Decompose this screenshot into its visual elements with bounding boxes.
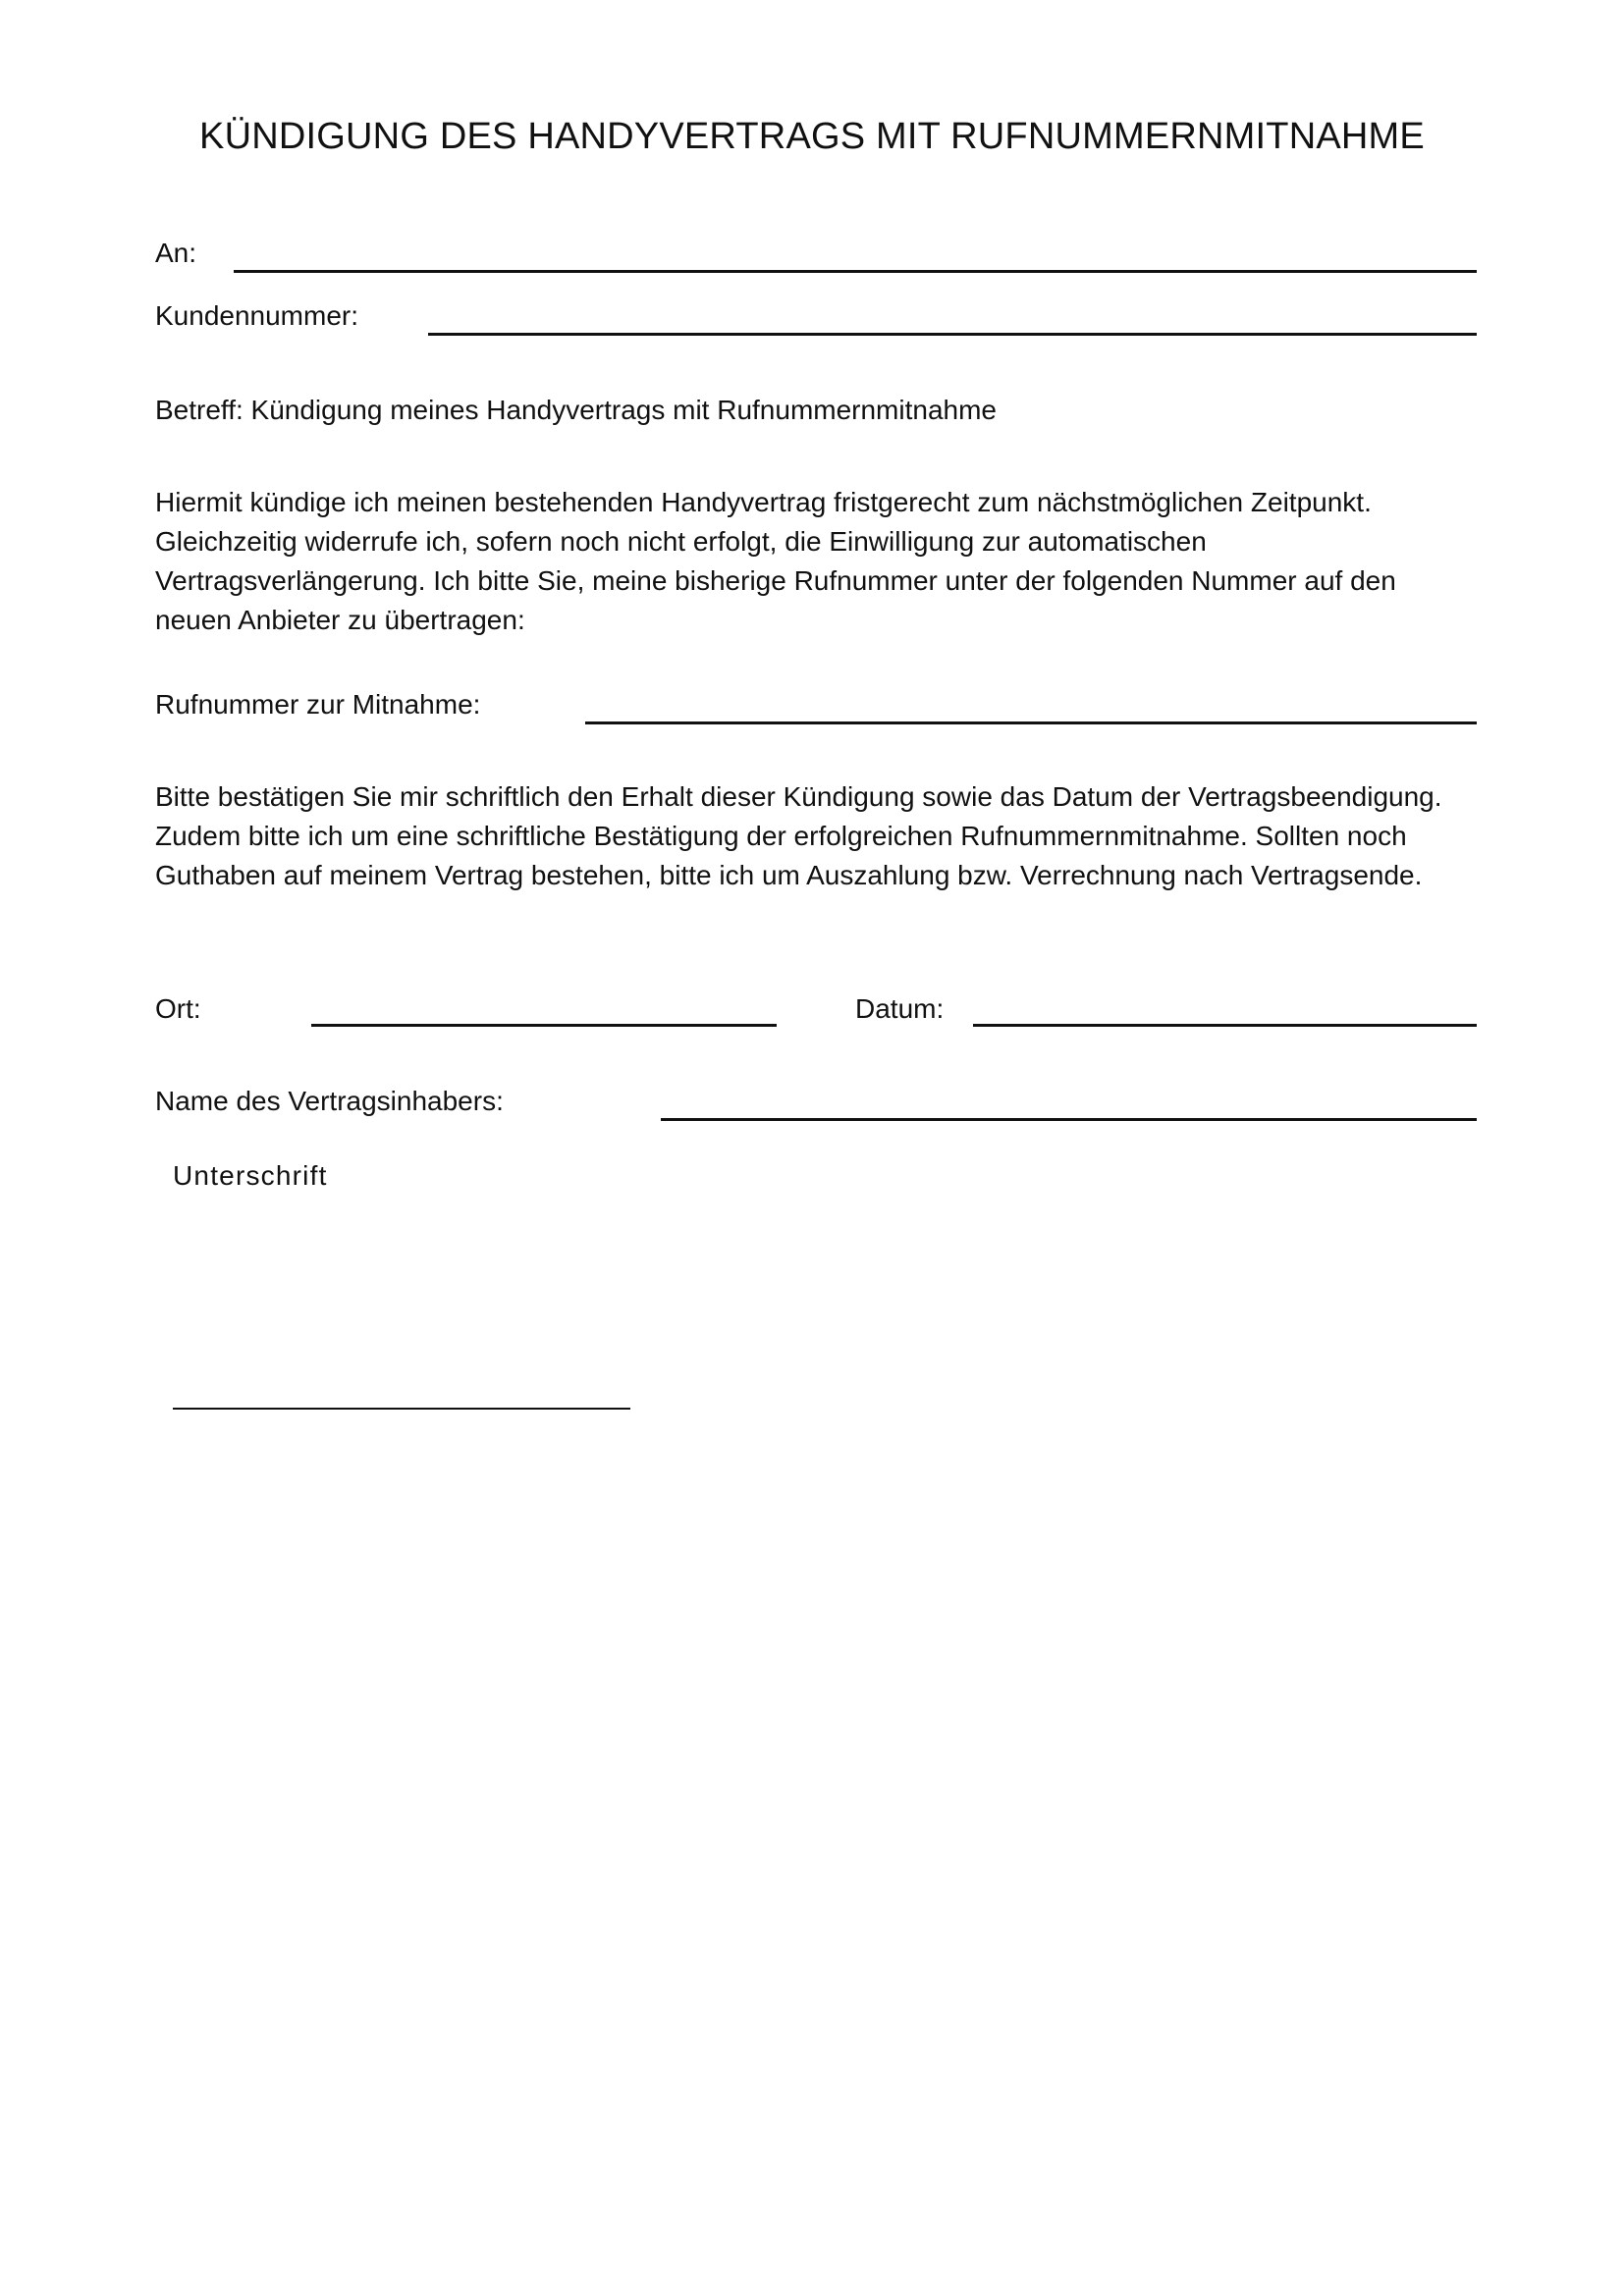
date-field-line[interactable] xyxy=(973,1024,1477,1027)
phone-number-label: Rufnummer zur Mitnahme: xyxy=(155,689,481,720)
paragraph-2-line: Bitte bestätigen Sie mir schriftlich den Erhalt dieser Kündigung sowie das Datum der Vertragsbeendigung. xyxy=(155,781,1442,812)
paragraph-1-line: neuen Anbieter zu übertragen: xyxy=(155,605,525,635)
paragraph-1-line: Hiermit kündige ich meinen bestehenden Handyvertrag fristgerecht zum nächstmöglichen Zeitpunkt. xyxy=(155,487,1372,517)
paragraph-1-line: Gleichzeitig widerrufe ich, sofern noch nicht erfolgt, die Einwilligung zur automatischen xyxy=(155,526,1207,557)
paragraph-2-line: Guthaben auf meinem Vertrag bestehen, bitte ich um Auszahlung bzw. Verrechnung nach Vertragsende. xyxy=(155,860,1423,890)
customer-number-label: Kundennummer: xyxy=(155,300,359,331)
phone-number-field-line[interactable] xyxy=(585,721,1477,724)
subject-line: Betreff: Kündigung meines Handyvertrags mit Rufnummernmitnahme xyxy=(155,395,997,425)
paragraph-2-line: Zudem bitte ich um eine schriftliche Bestätigung der erfolgreichen Rufnummernmitnahme. Sollten noch xyxy=(155,821,1407,851)
place-field-line[interactable] xyxy=(311,1024,777,1027)
to-label: An: xyxy=(155,238,197,268)
document-title: KÜNDIGUNG DES HANDYVERTRAGS MIT RUFNUMMERNMITNAHME xyxy=(199,116,1425,157)
customer-number-field-line[interactable] xyxy=(428,333,1477,336)
holder-name-field-line[interactable] xyxy=(661,1118,1477,1121)
date-label: Datum: xyxy=(855,993,945,1024)
to-field-line[interactable] xyxy=(234,270,1477,273)
signature-label: Unterschrift xyxy=(173,1160,328,1191)
body-paragraph-2 xyxy=(155,777,1442,895)
holder-name-label: Name des Vertragsinhabers: xyxy=(155,1086,504,1116)
paragraph-1-line: Vertragsverlängerung. Ich bitte Sie, meine bisherige Rufnummer unter der folgenden Nummer auf den xyxy=(155,565,1396,596)
body-paragraph-1 xyxy=(155,483,1396,640)
place-label: Ort: xyxy=(155,993,201,1024)
signature-line[interactable] xyxy=(173,1408,630,1410)
